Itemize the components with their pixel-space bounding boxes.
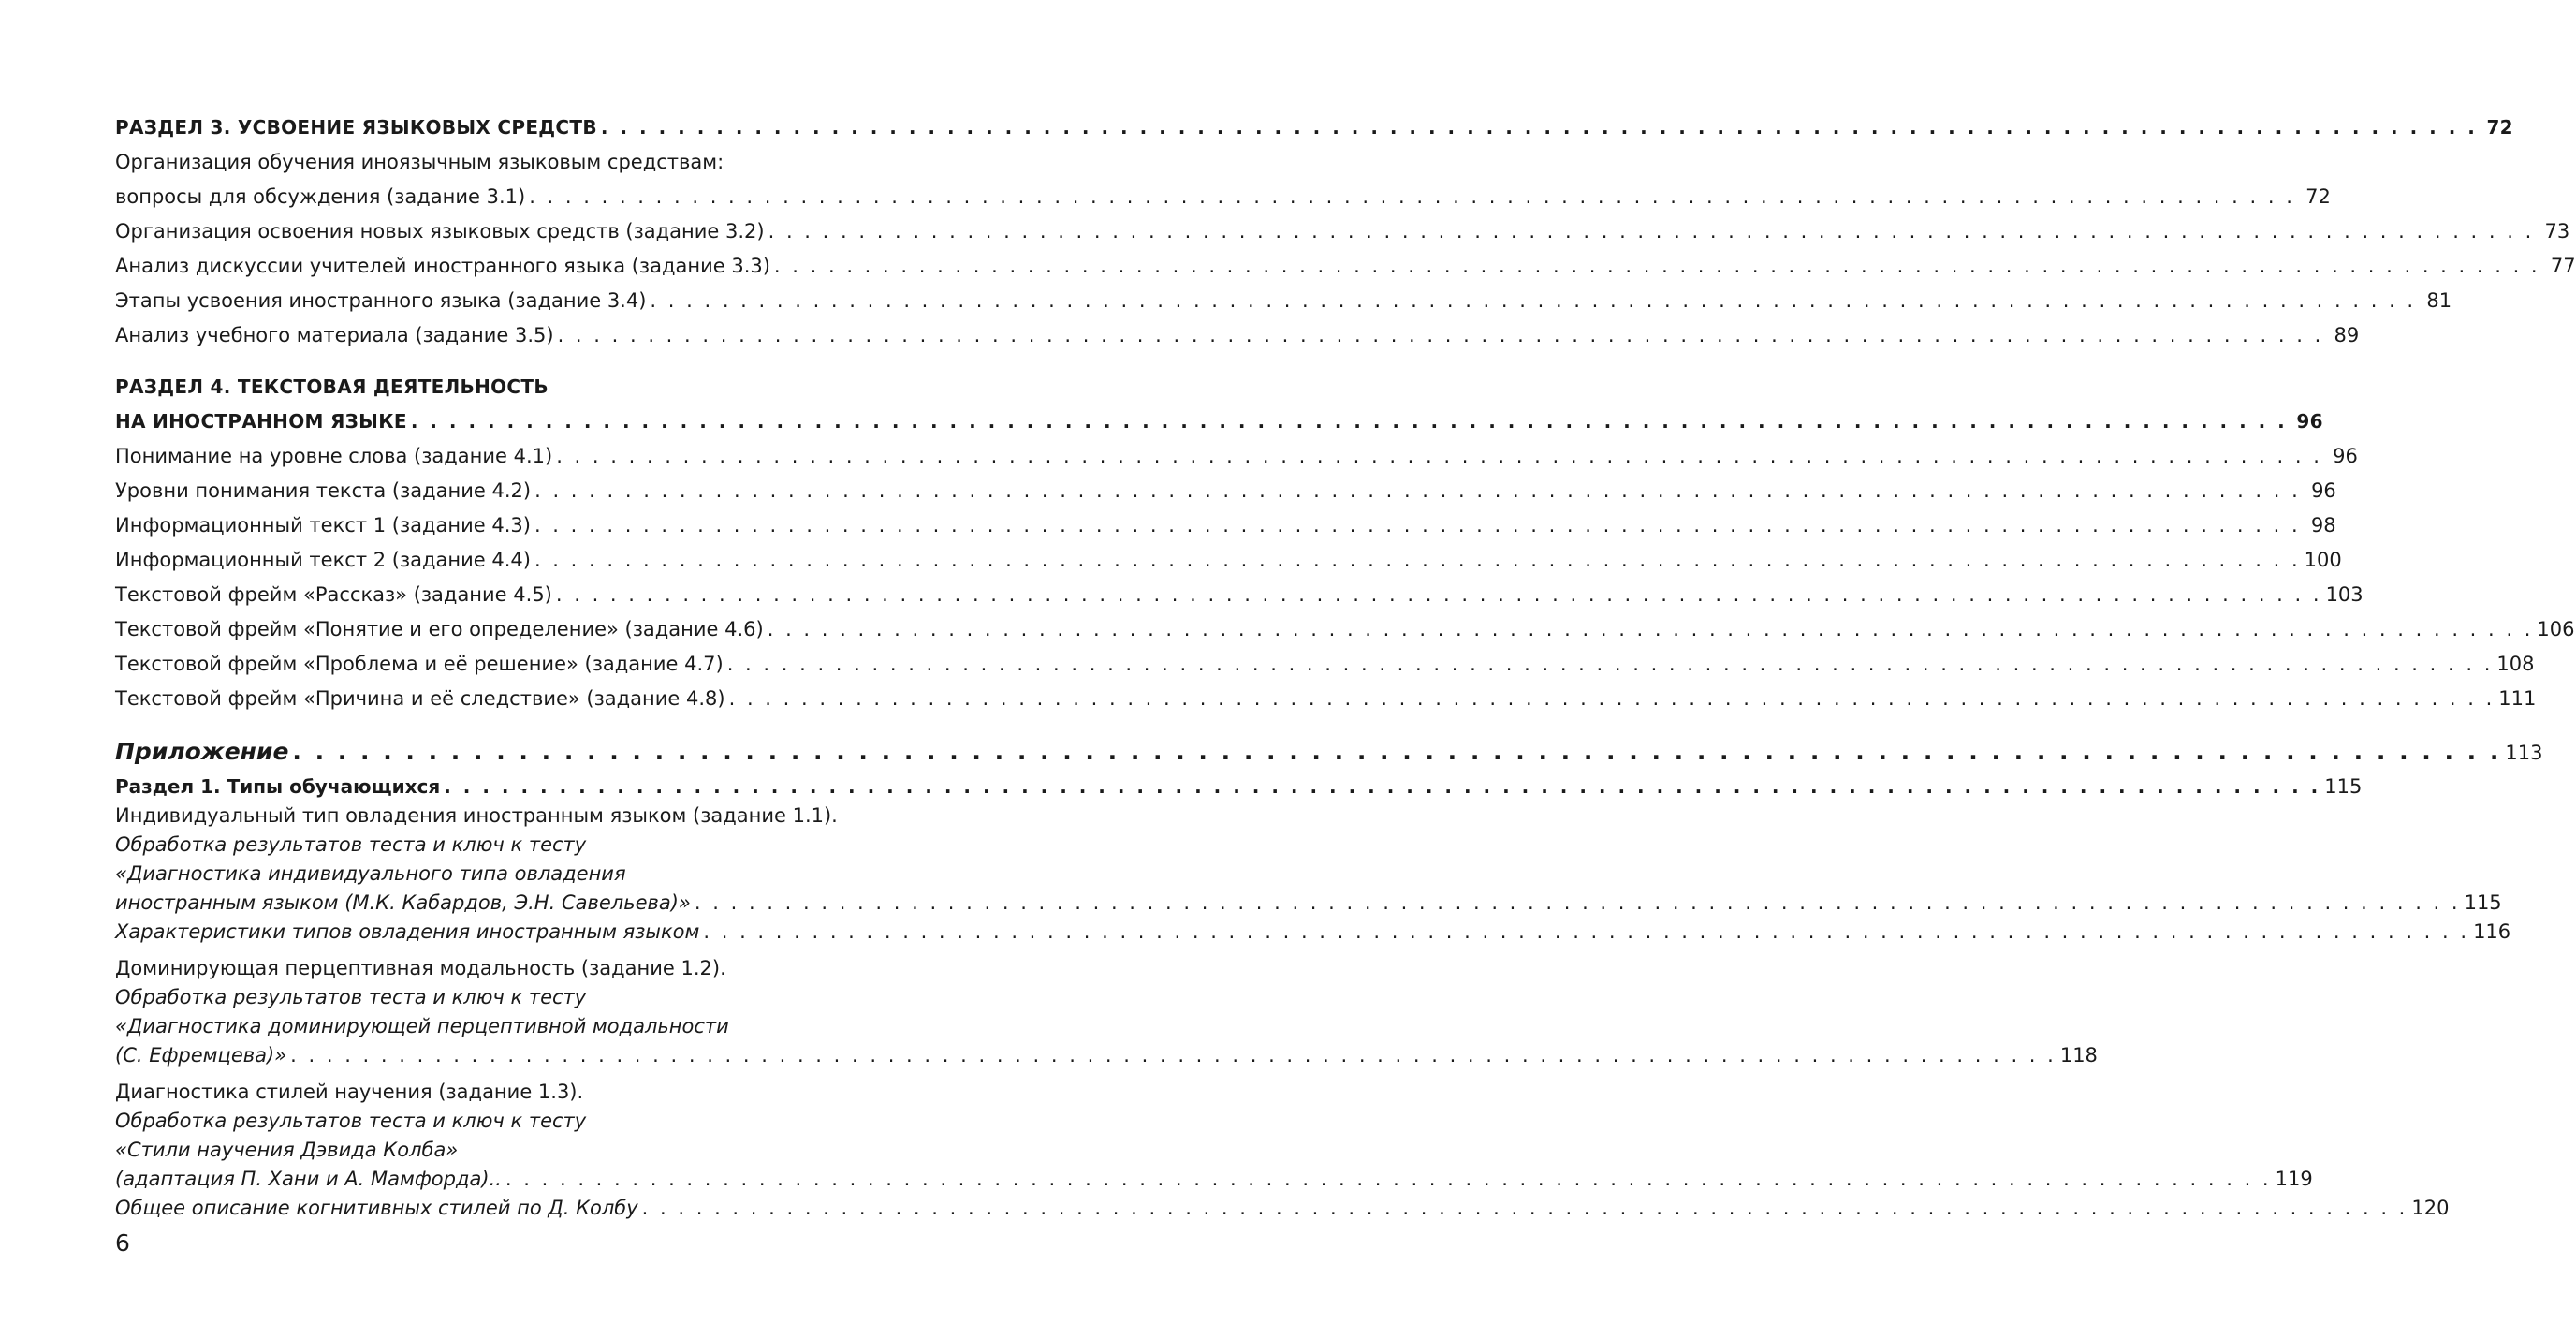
entry-text: Информационный текст 2 (задание 4.4) xyxy=(115,549,531,571)
leader-dots: . . . . . . . . . . . . . . . . . . . . . . . . . . . . . . . . . . . . . . . . . . . . . . . . . . . . . . . . . . . . . . . . . . . . . . . . . . . . . . . . . . . . . . . . . . . . . . . . . . xyxy=(505,1168,2272,1190)
entry-text: Текстовой фрейм «Рассказ» (задание 4.5) xyxy=(115,583,552,606)
page-ref: 98 xyxy=(2310,514,2336,537)
page-ref: 103 xyxy=(2325,583,2364,606)
leader-dots: . . . . . . . . . . . . . . . . . . . . . . . . . . . . . . . . . . . . . . . . . . . . . . . . . . . . . . . . . . . . . . . . . . . . . . . . . . . . . . . . . . . . . . . . . . . . . . . . . . xyxy=(726,653,2494,675)
toc-entry[interactable] xyxy=(115,647,2535,682)
toc-entry[interactable] xyxy=(115,439,2358,474)
entry-text: (С. Ефремцева)» xyxy=(115,1044,287,1067)
leader-dots: . . . . . . . . . . . . . . . . . . . . . . . . . . . . . . . . . . . . . . . . . . . . . . . . . . . . . . . . . . . . . . . . . . . . . . . . . . . . . . . . . . . . . . . . . . . . . . . . . . xyxy=(292,738,2502,765)
page-ref: 77 xyxy=(2550,255,2576,277)
section-title: НА ИНОСТРАННОМ ЯЗЫКЕ xyxy=(115,410,407,433)
toc-section-3[interactable] xyxy=(115,110,2513,145)
entry-text: Организация обучения иноязычным языковым средствам: xyxy=(115,151,724,173)
entry-text: Характеристики типов овладения иностранным языком xyxy=(115,920,700,943)
subsection-title: Раздел 1. Типы обучающихся xyxy=(115,775,441,798)
toc-entry[interactable] xyxy=(115,682,2537,716)
entry-text: иностранным языком (М.К. Кабардов, Э.Н. Савельева)» xyxy=(115,891,691,914)
section-title: РАЗДЕЛ 3. УСВОЕНИЕ ЯЗЫКОВЫХ СРЕДСТВ xyxy=(115,116,597,139)
toc-entry[interactable] xyxy=(115,474,2336,508)
toc-entry[interactable] xyxy=(115,612,2575,647)
leader-dots: . . . . . . . . . . . . . . . . . . . . . . . . . . . . . . . . . . . . . . . . . . . . . . . . . . . . . . . . . . . . . . . . . . . . . . . . . . . . . . . . . . . . . . . . . . . . . . . . . . xyxy=(534,549,2301,571)
leader-dots: . . . . . . . . . . . . . . . . . . . . . . . . . . . . . . . . . . . . . . . . . . . . . . . . . . . . . . . . . . . . . . . . . . . . . . . . . . . . . . . . . . . . . . . . . . . . . . . . . . xyxy=(650,289,2417,312)
page-ref: 115 xyxy=(2324,775,2363,798)
page-ref: 108 xyxy=(2496,653,2535,675)
leader-dots: . . . . . . . . . . . . . . . . . . . . . . . . . . . . . . . . . . . . . . . . . . . . . . . . . . . . . . . . . . . . . . . . . . . . . . . . . . . . . . . . . . . . . . . . . . . . . . . . . . xyxy=(728,687,2496,710)
toc-entry[interactable] xyxy=(115,578,2364,612)
entry-text: Диагностика стилей научения (задание 1.3). xyxy=(115,1081,584,1103)
page-ref: 116 xyxy=(2473,920,2511,943)
leader-dots: . . . . . . . . . . . . . . . . . . . . . . . . . . . . . . . . . . . . . . . . . . . . . . . . . . . . . . . . . . . . . . . . . . . . . . . . . . . . . . . . . . . . . . . . . . . . . . . . . . xyxy=(534,479,2301,502)
leader-dots: . . . . . . . . . . . . . . . . . . . . . . . . . . . . . . . . . . . . . . . . . . . . . . . . . . . . . . . . . . . . . . . . . . . . . . . . . . . . . . . . . . . . . . . . . . . . . . . . . . xyxy=(410,410,2288,433)
page-ref: 96 xyxy=(2333,445,2358,467)
leader-dots: . . . . . . . . . . . . . . . . . . . . . . . . . . . . . . . . . . . . . . . . . . . . . . . . . . . . . . . . . . . . . . . . . . . . . . . . . . . . . . . . . . . . . . . . . . . . . . . . . . xyxy=(641,1197,2408,1219)
entry-text: Понимание на уровне слова (задание 4.1) xyxy=(115,445,553,467)
toc-entry[interactable] xyxy=(115,249,2576,284)
leader-dots: . . . . . . . . . . . . . . . . . . . . . . . . . . . . . . . . . . . . . . . . . . . . . . . . . . . . . . . . . . . . . . . . . . . . . . . . . . . . . . . . . . . . . . . . . . . . . . . . . . xyxy=(767,618,2534,640)
toc-appendix[interactable] xyxy=(115,733,2543,772)
leader-dots: . . . . . . . . . . . . . . . . . . . . . . . . . . . . . . . . . . . . . . . . . . . . . . . . . . . . . . . . . . . . . . . . . . . . . . . . . . . . . . . . . . . . . . . . . . . . . . . . . . xyxy=(694,891,2461,914)
entry-text: Обработка результатов теста и ключ к тесту xyxy=(115,1110,587,1132)
entry-text: Обработка результатов теста и ключ к тесту xyxy=(115,986,587,1008)
entry-text: (адаптация П. Хани и А. Мамфорда).. xyxy=(115,1168,502,1190)
toc-section-4[interactable] xyxy=(115,370,2323,439)
toc-entry[interactable] xyxy=(115,284,2452,318)
page-ref: 96 xyxy=(2311,479,2336,502)
leader-dots: . . . . . . . . . . . . . . . . . . . . . . . . . . . . . . . . . . . . . . . . . . . . . . . . . . . . . . . . . . . . . . . . . . . . . . . . . . . . . . . . . . . . . . . . . . . . . . . . . . xyxy=(555,583,2322,606)
leader-dots: . . . . . . . . . . . . . . . . . . . . . . . . . . . . . . . . . . . . . . . . . . . . . . . . . . . . . . . . . . . . . . . . . . . . . . . . . . . . . . . . . . . . . . . . . . . . . . . . . . xyxy=(556,445,2322,467)
page-ref: 106 xyxy=(2537,618,2575,640)
entry-text: Текстовой фрейм «Причина и её следствие» (задание 4.8) xyxy=(115,687,725,710)
toc-entry[interactable] xyxy=(115,145,2331,214)
leader-dots: . . . . . . . . . . . . . . . . . . . . . . . . . . . . . . . . . . . . . . . . . . . . . . . . . . . . . . . . . . . . . . . . . . . . . . . . . . . . . . . . . . . . . . . . . . . . . . . . . . xyxy=(444,775,2321,798)
entry-text: Доминирующая перцептивная модальность (задание 1.2). xyxy=(115,957,726,979)
entry-text: Индивидуальный тип овладения иностранным языком (задание 1.1). xyxy=(115,804,838,827)
leader-dots: . . . . . . . . . . . . . . . . . . . . . . . . . . . . . . . . . . . . . . . . . . . . . . . . . . . . . . . . . . . . . . . . . . . . . . . . . . . . . . . . . . . . . . . . . . . . . . . . . . xyxy=(534,514,2301,537)
toc-entry[interactable] xyxy=(115,543,2342,578)
leader-dots: . . . . . . . . . . . . . . . . . . . . . . . . . . . . . . . . . . . . . . . . . . . . . . . . . . . . . . . . . . . . . . . . . . . . . . . . . . . . . . . . . . . . . . . . . . . . . . . . . . xyxy=(600,116,2478,139)
toc-entry[interactable] xyxy=(115,214,2570,249)
entry-text: вопросы для обсуждения (задание 3.1) xyxy=(115,185,526,208)
entry-text: Анализ дискуссии учителей иностранного языка (задание 3.3) xyxy=(115,255,770,277)
entry-text: Текстовой фрейм «Понятие и его определение» (задание 4.6) xyxy=(115,618,764,640)
leader-dots: . . . . . . . . . . . . . . . . . . . . . . . . . . . . . . . . . . . . . . . . . . . . . . . . . . . . . . . . . . . . . . . . . . . . . . . . . . . . . . . . . . . . . . . . . . . . . . . . . . xyxy=(529,185,2295,208)
leader-dots: . . . . . . . . . . . . . . . . . . . . . . . . . . . . . . . . . . . . . . . . . . . . . . . . . . . . . . . . . . . . . . . . . . . . . . . . . . . . . . . . . . . . . . . . . . . . . . . . . . xyxy=(290,1044,2056,1067)
entry-text: «Диагностика доминирующей перцептивной модальности xyxy=(115,1015,729,1037)
entry-text: «Стили научения Дэвида Колба» xyxy=(115,1139,459,1161)
page-ref: 100 xyxy=(2304,549,2342,571)
toc-entry[interactable] xyxy=(115,954,2098,1070)
toc-entry[interactable] xyxy=(115,508,2336,543)
page-ref: 111 xyxy=(2498,687,2537,710)
entry-text: Анализ учебного материала (задание 3.5) xyxy=(115,324,554,346)
page-ref: 73 xyxy=(2544,220,2570,243)
entry-text: Этапы усвоения иностранного языка (задание 3.4) xyxy=(115,289,647,312)
page-ref: 72 xyxy=(2305,185,2331,208)
toc-entry[interactable] xyxy=(115,318,2360,353)
appendix-title: Приложение xyxy=(115,738,289,765)
page-ref: 113 xyxy=(2505,742,2543,764)
entry-text: Организация освоения новых языковых средств (задание 3.2) xyxy=(115,220,765,243)
page-ref: 96 xyxy=(2296,410,2323,433)
page-ref: 115 xyxy=(2464,891,2502,914)
leader-dots: . . . . . . . . . . . . . . . . . . . . . . . . . . . . . . . . . . . . . . . . . . . . . . . . . . . . . . . . . . . . . . . . . . . . . . . . . . . . . . . . . . . . . . . . . . . . . . . . . . xyxy=(557,324,2324,346)
page-ref: 119 xyxy=(2275,1168,2313,1190)
page-ref: 89 xyxy=(2334,324,2360,346)
page-ref: 72 xyxy=(2486,116,2513,139)
page-number: 6 xyxy=(115,1229,130,1257)
entry-text: Общее описание когнитивных стилей по Д. Колбу xyxy=(115,1197,638,1219)
page-ref: 120 xyxy=(2411,1197,2450,1219)
toc-entry[interactable] xyxy=(115,1078,2450,1223)
entry-text: Текстовой фрейм «Проблема и её решение» (задание 4.7) xyxy=(115,653,724,675)
entry-text: Информационный текст 1 (задание 4.3) xyxy=(115,514,531,537)
page-ref: 118 xyxy=(2059,1044,2098,1067)
leader-dots: . . . . . . . . . . . . . . . . . . . . . . . . . . . . . . . . . . . . . . . . . . . . . . . . . . . . . . . . . . . . . . . . . . . . . . . . . . . . . . . . . . . . . . . . . . . . . . . . . . xyxy=(703,920,2470,943)
entry-text: Обработка результатов теста и ключ к тесту xyxy=(115,833,587,856)
page-ref: 81 xyxy=(2426,289,2452,312)
leader-dots: . . . . . . . . . . . . . . . . . . . . . . . . . . . . . . . . . . . . . . . . . . . . . . . . . . . . . . . . . . . . . . . . . . . . . . . . . . . . . . . . . . . . . . . . . . . . . . . . . . xyxy=(773,255,2540,277)
leader-dots: . . . . . . . . . . . . . . . . . . . . . . . . . . . . . . . . . . . . . . . . . . . . . . . . . . . . . . . . . . . . . . . . . . . . . . . . . . . . . . . . . . . . . . . . . . . . . . . . . . xyxy=(768,220,2535,243)
toc-appendix-section-1[interactable] xyxy=(115,772,2363,802)
toc-entry[interactable] xyxy=(115,802,2511,947)
entry-text: «Диагностика индивидуального типа овладения xyxy=(115,862,626,885)
entry-text: Уровни понимания текста (задание 4.2) xyxy=(115,479,532,502)
section-title: РАЗДЕЛ 4. ТЕКСТОВАЯ ДЕЯТЕЛЬНОСТЬ xyxy=(115,375,549,398)
table-of-contents xyxy=(115,110,2576,1223)
